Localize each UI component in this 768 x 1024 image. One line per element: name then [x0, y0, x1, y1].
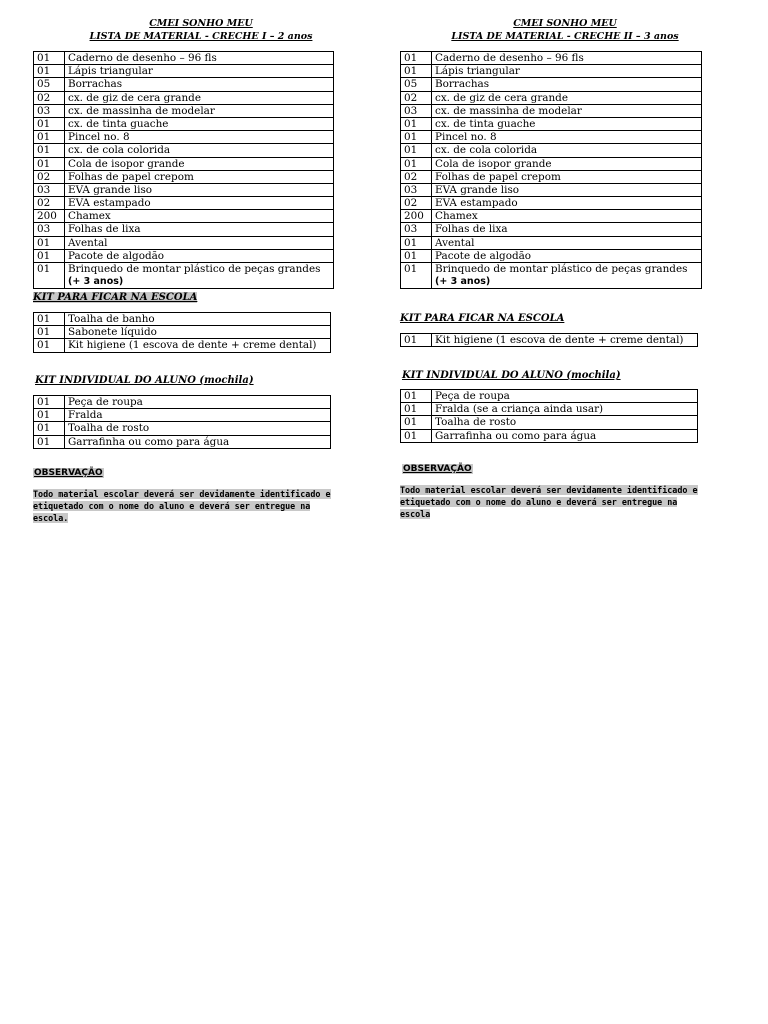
quantity-cell: 02 — [34, 197, 65, 210]
item-label: Toalha de banho — [68, 313, 155, 325]
item-cell — [65, 52, 334, 65]
item-label: Folhas de lixa — [68, 223, 141, 236]
item-cell — [65, 223, 334, 236]
quantity-cell: 01 — [34, 435, 65, 448]
quantity-cell: 01 — [401, 144, 432, 157]
table-row — [34, 52, 334, 65]
observation-line: etiquetado com o nome do aluno e deverá ser entregue na — [400, 497, 678, 507]
item-cell — [432, 52, 702, 65]
item-cell — [65, 422, 331, 435]
table-row — [34, 117, 334, 130]
quantity-cell: 01 — [401, 416, 432, 429]
observation-text-left — [33, 488, 358, 524]
item-cell — [432, 403, 698, 416]
item-cell — [65, 210, 334, 223]
quantity-cell: 200 — [34, 210, 65, 223]
item-label: Peça de roupa — [435, 390, 510, 402]
quantity-cell: 01 — [34, 422, 65, 435]
item-cell — [432, 170, 702, 183]
item-cell — [432, 263, 702, 289]
quantity-cell: 01 — [34, 52, 65, 65]
item-cell — [432, 429, 698, 442]
item-cell — [65, 117, 334, 130]
table-row — [401, 157, 702, 170]
item-label: cx. de massinha de modelar — [68, 104, 215, 117]
item-label: Garrafinha ou como para água — [435, 429, 597, 442]
quantity-cell: 02 — [401, 91, 432, 104]
kit-aluno-table-right — [400, 389, 698, 443]
kit-escola-title-left: KIT PARA FICAR NA ESCOLA — [33, 292, 198, 303]
list-title-left: LISTA DE MATERIAL - CRECHE I – 2 anos — [89, 31, 313, 42]
item-label: Pincel no. 8 — [68, 131, 130, 144]
item-label: Toalha de rosto — [68, 422, 150, 435]
quantity-cell: 200 — [401, 210, 432, 223]
item-label: Pincel no. 8 — [435, 131, 497, 144]
item-label: Toalha de rosto — [435, 416, 517, 429]
quantity-cell: 01 — [34, 409, 65, 422]
table-row — [401, 65, 702, 78]
quantity-cell: 03 — [34, 223, 65, 236]
quantity-cell: 01 — [401, 403, 432, 416]
item-label: Caderno de desenho – 96 fls — [435, 52, 584, 64]
table-row — [34, 144, 334, 157]
quantity-cell: 01 — [34, 263, 65, 289]
item-label: Brinquedo de montar plástico de peças grandes — [68, 263, 321, 275]
item-label: cx. de tinta guache — [68, 117, 169, 130]
table-row — [401, 223, 702, 236]
item-cell — [65, 78, 334, 91]
materials-table-left — [33, 51, 334, 289]
quantity-cell: 05 — [34, 78, 65, 91]
item-label: Fralda — [68, 409, 103, 422]
table-row — [401, 210, 702, 223]
table-row — [34, 339, 331, 352]
quantity-cell: 03 — [401, 104, 432, 117]
kit-aluno-table-left — [33, 395, 331, 449]
observation-line: Todo material escolar deverá ser devidamente identificado e — [33, 489, 331, 499]
table-row — [34, 197, 334, 210]
table-row — [401, 197, 702, 210]
item-label: Brinquedo de montar plástico de peças grandes — [435, 263, 688, 275]
quantity-cell: 02 — [34, 91, 65, 104]
quantity-cell: 01 — [34, 157, 65, 170]
kit-escola-title-right: KIT PARA FICAR NA ESCOLA — [400, 313, 565, 324]
quantity-cell: 01 — [34, 313, 65, 326]
item-cell — [65, 65, 334, 78]
item-label: cx. de cola colorida — [435, 144, 538, 157]
quantity-cell: 01 — [34, 339, 65, 352]
item-cell — [65, 263, 334, 289]
item-cell — [432, 65, 702, 78]
observation-title-left: OBSERVAÇÃO — [34, 468, 103, 478]
quantity-cell: 03 — [401, 223, 432, 236]
item-cell — [65, 409, 331, 422]
table-row — [34, 422, 331, 435]
item-cell — [65, 396, 331, 409]
table-row — [34, 435, 331, 448]
item-cell — [65, 249, 334, 262]
item-label: Lápis triangular — [68, 65, 153, 78]
table-row — [401, 334, 698, 347]
quantity-cell: 01 — [401, 390, 432, 403]
table-row — [34, 131, 334, 144]
quantity-cell: 01 — [34, 144, 65, 157]
item-cell — [432, 210, 702, 223]
item-cell — [65, 131, 334, 144]
table-row — [401, 131, 702, 144]
table-row — [34, 223, 334, 236]
quantity-cell: 01 — [401, 249, 432, 262]
item-label: Pacote de algodão — [435, 249, 532, 262]
table-row — [401, 91, 702, 104]
list-title-right: LISTA DE MATERIAL - CRECHE II – 3 anos — [451, 31, 679, 42]
item-cell — [432, 416, 698, 429]
item-label: Chamex — [435, 210, 478, 223]
table-row — [34, 249, 334, 262]
table-row — [401, 390, 698, 403]
quantity-cell: 03 — [34, 104, 65, 117]
item-cell — [65, 435, 331, 448]
table-row — [401, 249, 702, 262]
quantity-cell: 01 — [34, 326, 65, 339]
quantity-cell: 01 — [401, 52, 432, 65]
item-cell — [432, 236, 702, 249]
item-label: Avental — [435, 236, 475, 249]
quantity-cell: 01 — [34, 396, 65, 409]
item-label: Folhas de papel crepom — [68, 170, 194, 183]
item-label: Caderno de desenho – 96 fls — [68, 52, 217, 64]
table-row — [34, 104, 334, 117]
item-cell — [432, 78, 702, 91]
quantity-cell: 01 — [401, 334, 432, 347]
item-cell — [65, 183, 334, 196]
item-cell — [65, 326, 331, 339]
table-row — [401, 52, 702, 65]
item-label: Lápis triangular — [435, 65, 520, 78]
item-cell — [432, 157, 702, 170]
item-label: Cola de isopor grande — [435, 157, 552, 170]
quantity-cell: 01 — [401, 65, 432, 78]
table-row — [34, 409, 331, 422]
item-cell — [65, 236, 334, 249]
item-cell — [65, 170, 334, 183]
observation-line: Todo material escolar deverá ser devidamente identificado e — [400, 485, 698, 495]
item-label: Folhas de papel crepom — [435, 170, 561, 183]
quantity-cell: 02 — [401, 197, 432, 210]
quantity-cell: 02 — [401, 170, 432, 183]
quantity-cell: 01 — [34, 117, 65, 130]
item-cell — [432, 223, 702, 236]
table-row — [401, 429, 698, 442]
observation-line: escola. — [33, 513, 69, 523]
item-cell — [432, 390, 698, 403]
observation-title-right: OBSERVAÇÃO — [403, 464, 472, 474]
item-label: Kit higiene (1 escova de dente + creme dental) — [68, 339, 317, 352]
item-cell — [432, 117, 702, 130]
item-cell — [432, 249, 702, 262]
item-label: EVA grande liso — [435, 183, 520, 196]
quantity-cell: 02 — [34, 170, 65, 183]
table-row — [401, 236, 702, 249]
item-label: EVA estampado — [435, 197, 518, 210]
observation-line: escola — [400, 509, 431, 519]
quantity-cell: 01 — [401, 131, 432, 144]
item-cell — [432, 183, 702, 196]
table-row — [401, 403, 698, 416]
table-row — [401, 416, 698, 429]
item-label: Pacote de algodão — [68, 249, 165, 262]
table-row — [401, 183, 702, 196]
item-label: Folhas de lixa — [435, 223, 508, 236]
item-label: Chamex — [68, 210, 111, 223]
item-label: Cola de isopor grande — [68, 157, 185, 170]
table-row — [401, 144, 702, 157]
item-cell — [65, 144, 334, 157]
item-label: cx. de cola colorida — [68, 144, 171, 157]
item-label: cx. de tinta guache — [435, 117, 536, 130]
table-row — [34, 236, 334, 249]
kit-escola-table-right — [400, 333, 698, 347]
school-name-right: CMEI SONHO MEU — [513, 18, 617, 29]
quantity-cell: 01 — [34, 236, 65, 249]
item-cell — [65, 91, 334, 104]
table-row — [34, 65, 334, 78]
item-label: cx. de giz de cera grande — [435, 91, 568, 104]
item-label: Garrafinha ou como para água — [68, 435, 230, 448]
item-cell — [65, 313, 331, 326]
table-row — [401, 170, 702, 183]
item-label: EVA grande liso — [68, 183, 153, 196]
item-cell — [432, 197, 702, 210]
table-row — [34, 210, 334, 223]
item-cell — [65, 157, 334, 170]
item-label: cx. de massinha de modelar — [435, 104, 582, 117]
item-cell — [65, 104, 334, 117]
item-label: Sabonete líquido — [68, 326, 157, 339]
table-row — [34, 91, 334, 104]
table-row — [34, 183, 334, 196]
table-row — [34, 313, 331, 326]
table-row — [34, 326, 331, 339]
quantity-cell: 01 — [401, 157, 432, 170]
kit-escola-table-left — [33, 312, 331, 353]
table-row — [401, 117, 702, 130]
observation-text-right — [400, 484, 725, 520]
quantity-cell: 01 — [401, 263, 432, 289]
table-row — [34, 396, 331, 409]
item-label: Peça de roupa — [68, 396, 143, 408]
item-cell — [432, 334, 698, 347]
table-row — [34, 157, 334, 170]
item-cell — [65, 339, 331, 352]
item-label: Borrachas — [68, 78, 123, 91]
table-row — [34, 78, 334, 91]
quantity-cell: 01 — [34, 65, 65, 78]
item-label: Kit higiene (1 escova de dente + creme dental) — [435, 334, 684, 346]
quantity-cell: 01 — [401, 236, 432, 249]
quantity-cell: 01 — [34, 131, 65, 144]
quantity-cell: 03 — [401, 183, 432, 196]
school-name-left: CMEI SONHO MEU — [149, 18, 253, 29]
item-note: (+ 3 anos) — [68, 276, 124, 287]
item-cell — [432, 91, 702, 104]
quantity-cell: 05 — [401, 78, 432, 91]
item-label: Avental — [68, 236, 108, 249]
item-cell — [432, 104, 702, 117]
observation-line: etiquetado com o nome do aluno e deverá ser entregue na — [33, 501, 311, 511]
table-row — [401, 78, 702, 91]
item-cell — [432, 131, 702, 144]
item-cell — [432, 144, 702, 157]
kit-aluno-title-left: KIT INDIVIDUAL DO ALUNO (mochila) — [35, 375, 254, 386]
item-label: EVA estampado — [68, 197, 151, 210]
item-cell — [65, 197, 334, 210]
quantity-cell: 03 — [34, 183, 65, 196]
item-label: Fralda (se a criança ainda usar) — [435, 403, 604, 416]
item-label: Borrachas — [435, 78, 490, 91]
kit-aluno-title-right: KIT INDIVIDUAL DO ALUNO (mochila) — [402, 370, 621, 381]
item-note: (+ 3 anos) — [435, 276, 491, 287]
table-row — [401, 104, 702, 117]
quantity-cell: 01 — [34, 249, 65, 262]
quantity-cell: 01 — [401, 429, 432, 442]
materials-table-right — [400, 51, 702, 289]
quantity-cell: 01 — [401, 117, 432, 130]
table-row — [34, 263, 334, 289]
table-row — [401, 263, 702, 289]
table-row — [34, 170, 334, 183]
item-label: cx. de giz de cera grande — [68, 91, 201, 104]
